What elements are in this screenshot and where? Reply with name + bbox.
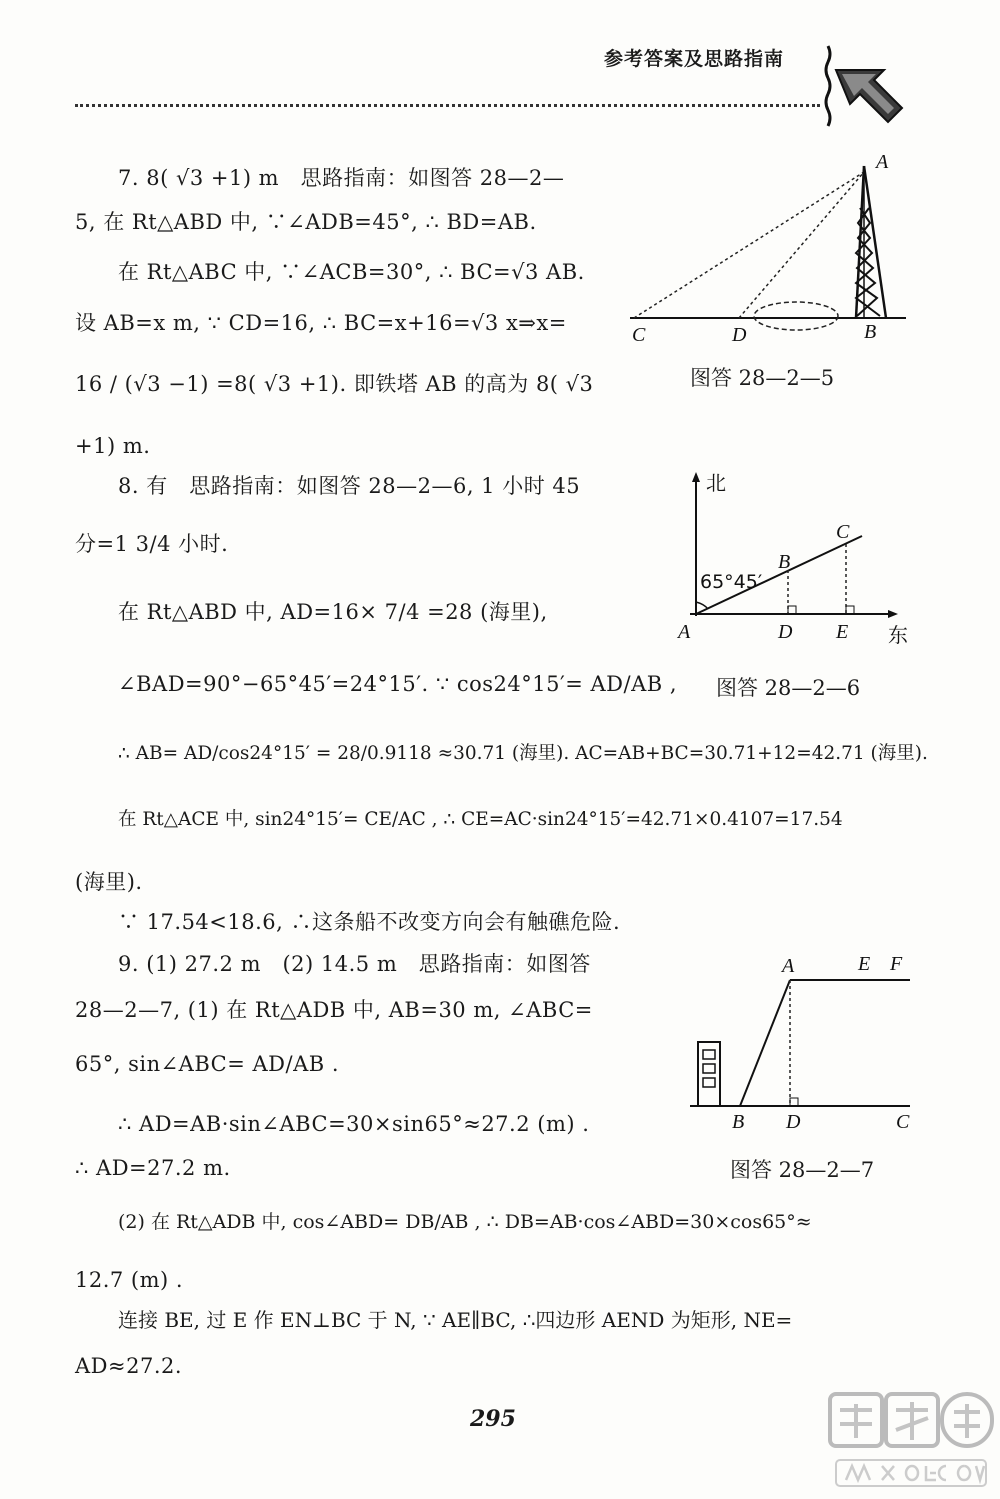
text-line: 7. 8( √3 +1) m 思路指南：如图答 28—2— xyxy=(118,166,565,190)
label-point-d: D xyxy=(778,621,793,643)
text-line: 在 Rt△ABD 中, AD=16× 7/4 =28 (海里), xyxy=(118,600,548,624)
text-line: ∴ AD=27.2 m. xyxy=(75,1156,231,1180)
page-number: 295 xyxy=(470,1406,516,1432)
label-point-f: F xyxy=(890,953,903,975)
figure-bearing-diagram xyxy=(670,466,914,652)
text-line: 16 / (√3 −1) =8( √3 +1). 即铁塔 AB 的高为 8( √3 xyxy=(75,372,594,396)
label-point-c: C xyxy=(632,324,646,346)
text-line: 12.7 (m) . xyxy=(75,1268,184,1292)
label-point-b: B xyxy=(732,1111,745,1133)
text-line: (2) 在 Rt△ADB 中, cos∠ABD= DB/AB , ∴ DB=AB·cos∠ABD=30×cos65°≈ xyxy=(118,1211,812,1233)
header-title: 参考答案及思路指南 xyxy=(604,48,785,70)
text-line: (海里). xyxy=(75,870,143,894)
header-dotted-rule xyxy=(75,104,820,107)
label-point-b: B xyxy=(864,321,877,343)
text-line: ∠BAD=90°−65°45′=24°15′. ∵ cos24°15′= AD/AB , xyxy=(118,672,678,696)
figure-building-diagram xyxy=(686,952,916,1138)
label-point-b: B xyxy=(778,551,791,573)
text-line: 设 AB=x m, ∵ CD=16, ∴ BC=x+16=√3 x⇒x= xyxy=(75,311,567,335)
text-line: 65°, sin∠ABC= AD/AB . xyxy=(75,1052,340,1076)
text-line: ∵ 17.54<18.6, ∴这条船不改变方向会有触礁危险. xyxy=(118,910,621,934)
figure-tower-diagram xyxy=(624,148,914,348)
figure-caption: 图答 28—2—7 xyxy=(730,1158,875,1182)
label-point-d: D xyxy=(732,324,747,346)
figure-caption: 图答 28—2—6 xyxy=(716,676,861,700)
figure-caption: 图答 28—2—5 xyxy=(690,366,835,390)
label-point-a: A xyxy=(782,955,795,977)
label-point-e: E xyxy=(836,621,849,643)
text-line: 8. 有 思路指南：如图答 28—2—6, 1 小时 45 xyxy=(118,474,581,498)
text-line: 5, 在 Rt△ABD 中, ∵∠ADB=45°, ∴ BD=AB. xyxy=(75,210,537,234)
label-point-c: C xyxy=(896,1111,910,1133)
label-point-d: D xyxy=(786,1111,801,1133)
text-line: 在 Rt△ACE 中, sin24°15′= CE/AC , ∴ CE=AC·sin24°15′=42.71×0.4107=17.54 xyxy=(118,809,843,830)
label-point-a: A xyxy=(876,151,889,173)
text-line: 28—2—7, (1) 在 Rt△ADB 中, AB=30 m, ∠ABC= xyxy=(75,998,593,1022)
watermark-logo-icon xyxy=(826,1390,996,1495)
text-line: ∴ AB= AD/cos24°15′ = 28/0.9118 ≈30.71 (海里). AC=AB+BC=30.71+12=42.71 (海里). xyxy=(118,743,928,764)
label-point-e: E xyxy=(858,953,871,975)
label-east: 东 xyxy=(888,623,908,647)
text-line: 分=1 3/4 小时. xyxy=(75,532,229,556)
label-point-c: C xyxy=(836,521,850,543)
text-line: +1) m. xyxy=(75,434,151,458)
header-arrow-icon xyxy=(822,40,912,132)
text-line: 9. (1) 27.2 m (2) 14.5 m 思路指南：如图答 xyxy=(118,952,591,976)
label-point-a: A xyxy=(678,621,691,643)
label-north: 北 xyxy=(706,471,726,495)
text-line: ∴ AD=AB·sin∠ABC=30×sin65°≈27.2 (m) . xyxy=(118,1112,590,1136)
text-line: 连接 BE, 过 E 作 EN⊥BC 于 N, ∵ AE∥BC, ∴四边形 AEND 为矩形, NE= xyxy=(118,1308,793,1332)
label-angle: 65°45′ xyxy=(700,571,763,593)
text-line: AD≈27.2. xyxy=(75,1354,183,1378)
text-line: 在 Rt△ABC 中, ∵∠ACB=30°, ∴ BC=√3 AB. xyxy=(118,260,585,284)
